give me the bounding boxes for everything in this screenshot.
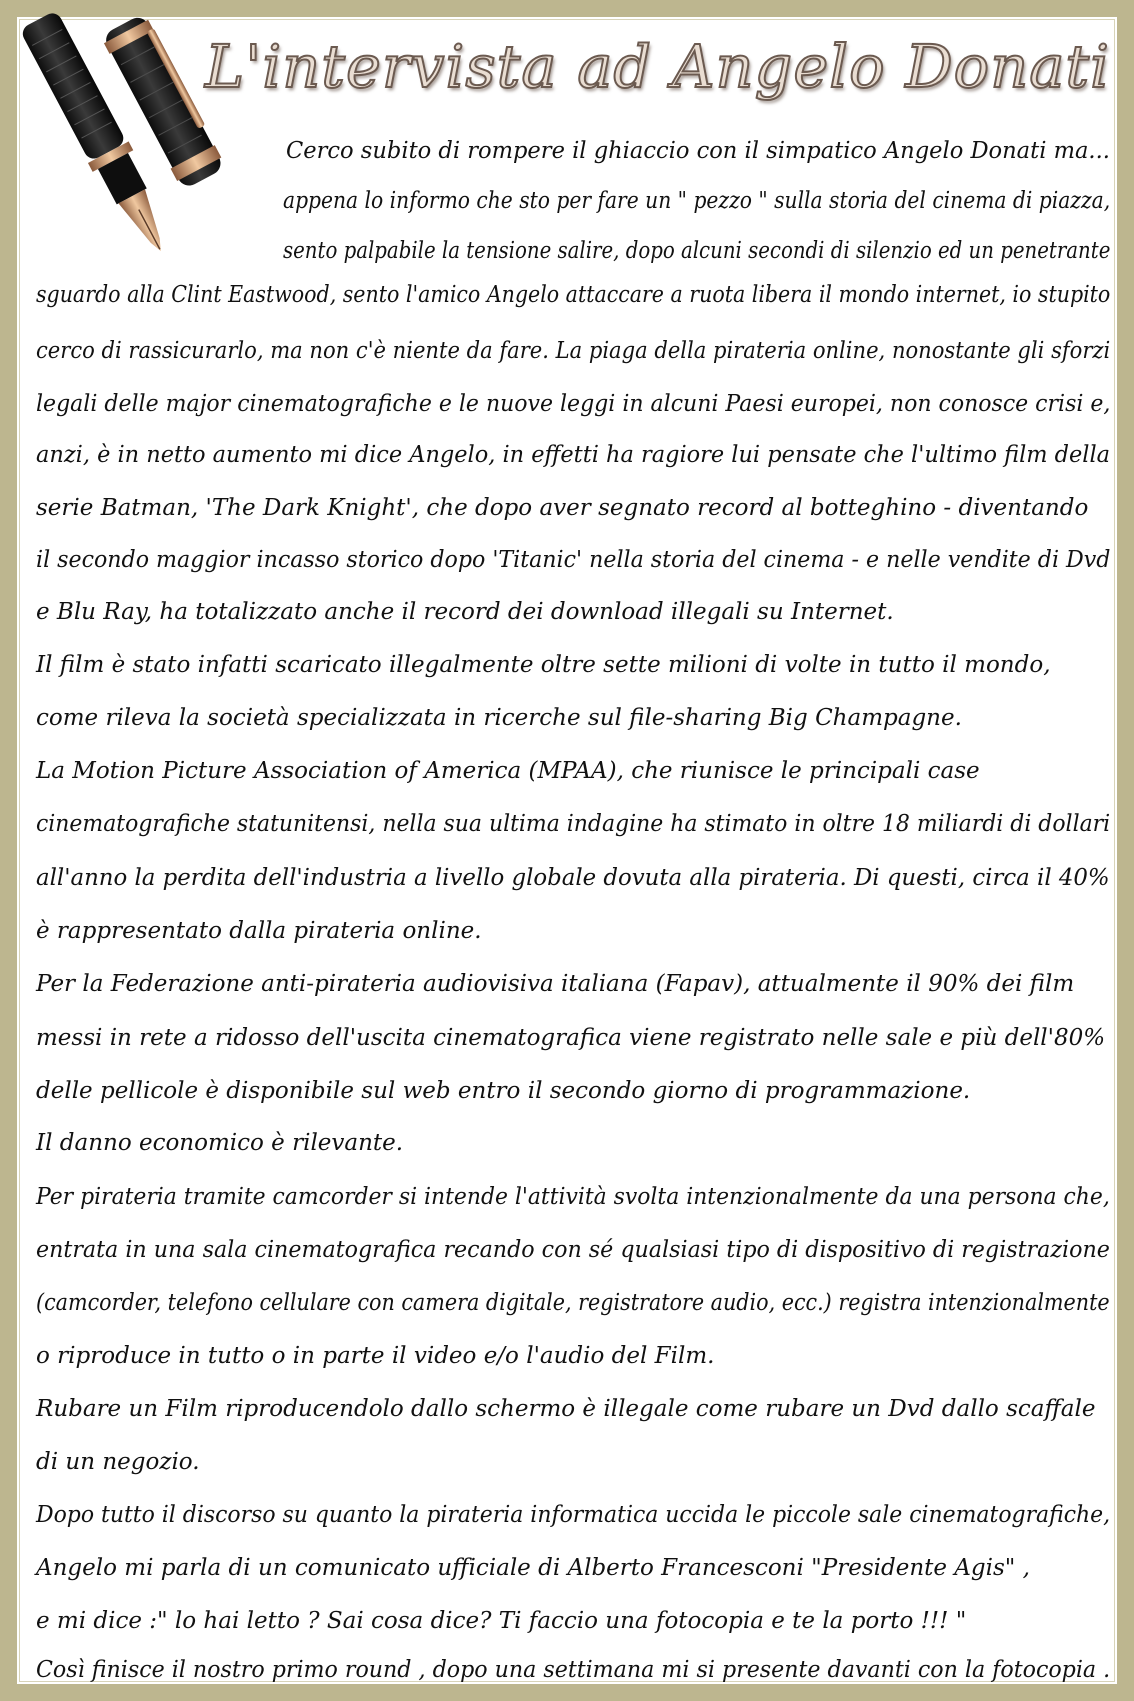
page-title: L'intervista ad Angelo Donati [205,32,1110,101]
text-line: il secondo maggior incasso storico dopo 'Titanic' nella storia del cinema - e nelle vendite di Dvd [36,547,1111,573]
text-line: serie Batman, 'The Dark Knight', che dopo aver segnato record al botteghino - diventando [36,495,1089,521]
text-line: legali delle major cinematografiche e le nuove leggi in alcuni Paesi europei, non conosce crisi e, [36,391,1111,417]
text-line: Così finisce il nostro primo round , dopo una settimana mi si presente davanti con la fotocopia . [36,1657,1111,1683]
text-line: è rappresentato dalla pirateria online. [36,918,482,944]
text-line: Per la Federazione anti-pirateria audiovisiva italiana (Fapav), attualmente il 90% dei film [36,971,1075,997]
text-line: e mi dice :" lo hai letto ? Sai cosa dice? Ti faccio una fotocopia e te la porto !!! " [36,1608,967,1634]
text-line: Angelo mi parla di un comunicato ufficiale di Alberto Francesconi "Presidente Agis" , [36,1555,1030,1581]
text-line: sento palpabile la tensione salire, dopo alcuni secondi di silenzio ed un penetrante [283,238,1111,264]
text-line: (camcorder, telefono cellulare con camera digitale, registratore audio, ecc.) registra intenzionalmente [36,1290,1110,1316]
text-line: cerco di rassicurarlo, ma non c'è niente da fare. La piaga della pirateria online, nonostante gli sforzi [36,338,1111,364]
text-line: Il danno economico è rilevante. [36,1130,404,1156]
text-line: entrata in una sala cinematografica recando con sé qualsiasi tipo di dispositivo di registrazione [36,1237,1110,1263]
text-line: di un negozio. [36,1449,200,1475]
text-line: Il film è stato infatti scaricato illegalmente oltre sette milioni di volte in tutto il mondo, [36,652,1051,678]
text-line: all'anno la perdita dell'industria a livello globale dovuta alla pirateria. Di questi, circa il 40% [36,865,1110,891]
text-line: messi in rete a ridosso dell'uscita cinematografica viene registrato nelle sale e più dell'80% [36,1025,1106,1051]
text-line: o riproduce in tutto o in parte il video e/o l'audio del Film. [36,1343,715,1369]
text-line: cinematografiche statunitensi, nella sua ultima indagine ha stimato in oltre 18 miliardi di dollari [36,811,1111,837]
text-line: appena lo informo che sto per fare un " pezzo " sulla storia del cinema di piazza, [283,188,1111,214]
text-line: sguardo alla Clint Eastwood, sento l'amico Angelo attaccare a ruota libera il mondo internet, io stupito [36,282,1111,308]
text-line: anzi, è in netto aumento mi dice Angelo, in effetti ha ragiore lui pensate che l'ultimo film della [36,442,1111,468]
text-line: come rileva la società specializzata in ricerche sul file-sharing Big Champagne. [36,705,962,731]
text-line: La Motion Picture Association of America (MPAA), che riunisce le principali case [36,758,980,784]
text-line: e Blu Ray, ha totalizzato anche il record dei download illegali su Internet. [36,599,894,625]
text-line: Per pirateria tramite camcorder si intende l'attività svolta intenzionalmente da una persona che, [36,1184,1110,1210]
text-line: Cerco subito di rompere il ghiaccio con il simpatico Angelo Donati ma... [286,138,1110,164]
text-line: Rubare un Film riproducendolo dallo schermo è illegale come rubare un Dvd dallo scaffale [36,1396,1096,1422]
text-line: delle pellicole è disponibile sul web entro il secondo giorno di programmazione. [36,1078,971,1104]
text-line: Dopo tutto il discorso su quanto la pirateria informatica uccida le piccole sale cinematografiche, [36,1502,1111,1528]
